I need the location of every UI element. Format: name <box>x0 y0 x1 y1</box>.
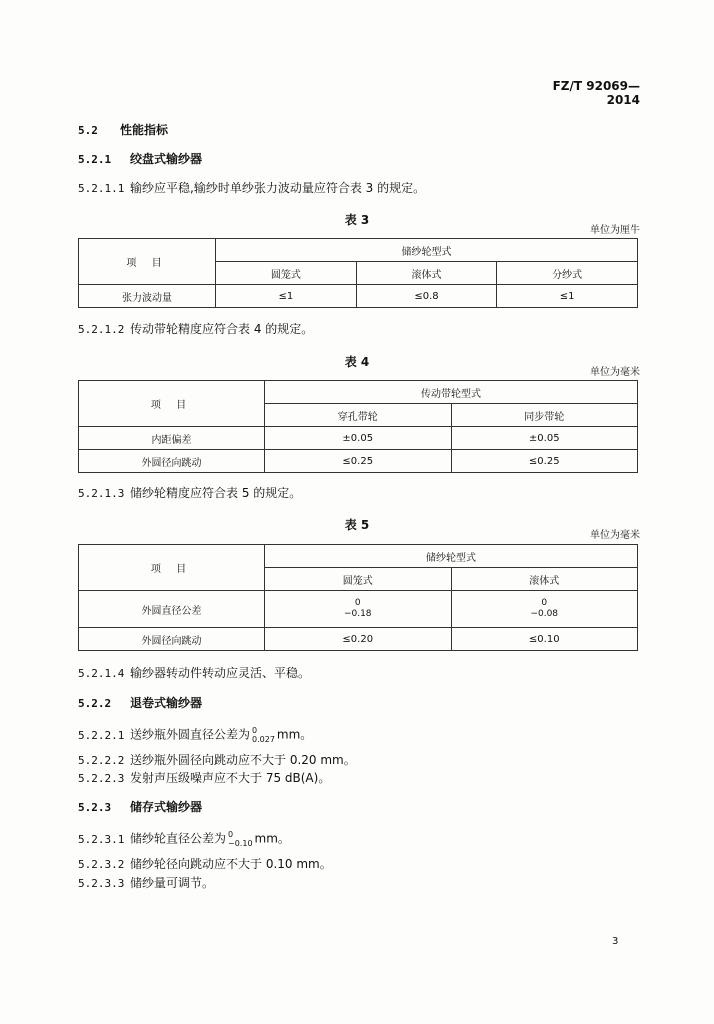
clause-5-2-2-1 <box>78 726 312 744</box>
clause-text: 发射声压级噪声应不大于 75 dB(A)。 <box>130 771 331 785</box>
heading-5-2-1 <box>78 151 202 168</box>
document-id: FZ/T 92069—2014 <box>552 79 640 107</box>
table-cell: ≤0.25 <box>265 450 452 473</box>
clause-5-2-1-3 <box>78 485 301 502</box>
clause-text: 输纱应平稳,输纱时单纱张力波动量应符合表 3 的规定。 <box>130 181 426 195</box>
clause-number: 5.2.2.2 <box>78 754 125 767</box>
table-cell: ≤0.25 <box>451 450 638 473</box>
table-header-cell: 滚体式 <box>356 262 497 285</box>
table-cell: ±0.05 <box>265 427 452 450</box>
tolerance <box>252 726 275 744</box>
clause-number: 5.2.2.3 <box>78 772 125 785</box>
heading-number: 5.2.3 <box>78 801 112 814</box>
table-5 <box>78 544 638 651</box>
table-header-cell: 圆笼式 <box>265 568 452 591</box>
page-number: 3 <box>612 936 619 947</box>
clause-number: 5.2.1.3 <box>78 487 125 500</box>
clause-text: 储纱轮直径公差为 <box>130 831 227 846</box>
table-header-item: 项 目 <box>79 545 265 591</box>
heading-title: 储存式输纱器 <box>130 800 203 814</box>
table-3-unit: 单位为厘牛 <box>590 225 640 236</box>
clause-5-2-3-3 <box>78 875 214 892</box>
table-header-cell: 穿孔带轮 <box>265 404 452 427</box>
row-label: 内距偏差 <box>79 427 265 450</box>
table-row <box>79 591 638 628</box>
table-5-unit: 单位为毫米 <box>590 530 640 541</box>
heading-number: 5.2.1 <box>78 153 112 166</box>
clause-5-2-3-1 <box>78 830 290 848</box>
table-row <box>79 285 638 308</box>
table-cell: ≤0.10 <box>451 628 638 651</box>
table-cell: ≤1 <box>216 285 357 308</box>
tolerance-lower: −0.18 <box>343 609 372 619</box>
tolerance <box>228 830 253 848</box>
row-label: 外圆径向跳动 <box>79 450 265 473</box>
clause-unit: mm。 <box>276 727 313 742</box>
table-header-group: 储纱轮型式 <box>216 239 638 262</box>
row-label: 张力波动量 <box>79 285 216 308</box>
tolerance-upper: 0 <box>228 830 234 839</box>
tolerance-upper: 0 <box>354 598 361 608</box>
table-cell: ≤0.20 <box>265 628 452 651</box>
tolerance <box>530 598 558 620</box>
heading-number: 5.2 <box>78 124 98 137</box>
table-cell <box>451 591 638 628</box>
clause-5-2-1-4 <box>78 665 310 682</box>
row-label: 外圆径向跳动 <box>79 628 265 651</box>
clause-number: 5.2.3.1 <box>78 832 125 846</box>
tolerance-lower: 0.027 <box>252 735 275 744</box>
clause-number: 5.2.3.2 <box>78 858 125 871</box>
heading-title: 退卷式输纱器 <box>130 696 203 710</box>
table-row <box>79 628 638 651</box>
heading-title: 绞盘式输纱器 <box>130 152 203 166</box>
table-header-item: 项 目 <box>79 381 265 427</box>
table-header-cell: 同步带轮 <box>451 404 638 427</box>
table-row <box>79 450 638 473</box>
heading-number: 5.2.2 <box>78 697 112 710</box>
tolerance-lower: −0.10 <box>228 839 253 848</box>
table-3 <box>78 238 638 308</box>
tolerance-upper: 0 <box>252 726 258 735</box>
table-row <box>79 427 638 450</box>
clause-5-2-3-2 <box>78 856 332 873</box>
tolerance <box>344 598 372 620</box>
table-header-group: 传动带轮型式 <box>265 381 638 404</box>
clause-text: 送纱瓶外圆直径公差为 <box>130 727 251 742</box>
heading-title: 性能指标 <box>120 123 169 137</box>
clause-number: 5.2.1.2 <box>78 323 125 336</box>
clause-text: 输纱器转动件转动应灵活、平稳。 <box>130 666 311 680</box>
table-3-caption: 表 3 <box>344 213 370 227</box>
table-4 <box>78 380 638 473</box>
table-header-group: 储纱轮型式 <box>265 545 638 568</box>
table-header-item: 项 目 <box>79 239 216 285</box>
clause-5-2-1-1 <box>78 180 425 197</box>
clause-number: 5.2.2.1 <box>78 728 125 742</box>
table-cell: ±0.05 <box>451 427 638 450</box>
table-4-unit: 单位为毫米 <box>590 367 640 378</box>
tolerance-lower: −0.08 <box>530 609 559 619</box>
clause-5-2-1-2 <box>78 321 313 338</box>
clause-number: 5.2.3.3 <box>78 877 125 890</box>
heading-5-2 <box>78 122 168 139</box>
clause-5-2-2-2 <box>78 752 356 769</box>
table-header-cell: 圆笼式 <box>216 262 357 285</box>
table-cell: ≤0.8 <box>356 285 497 308</box>
table-header-cell: 分纱式 <box>497 262 638 285</box>
table-cell: ≤1 <box>497 285 638 308</box>
clause-5-2-2-3 <box>78 770 330 787</box>
clause-number: 5.2.1.4 <box>78 667 125 680</box>
clause-unit: mm。 <box>254 831 290 846</box>
table-cell <box>265 591 452 628</box>
table-header-cell: 滚体式 <box>451 568 638 591</box>
clause-number: 5.2.1.1 <box>78 182 125 195</box>
tolerance-upper: 0 <box>541 598 548 608</box>
clause-text: 储纱轮径向跳动应不大于 0.10 mm。 <box>130 857 332 871</box>
clause-text: 储纱轮精度应符合表 5 的规定。 <box>130 486 302 500</box>
clause-text: 送纱瓶外圆径向跳动应不大于 0.20 mm。 <box>130 753 356 767</box>
clause-text: 传动带轮精度应符合表 4 的规定。 <box>130 322 314 336</box>
heading-5-2-3 <box>78 799 202 816</box>
heading-5-2-2 <box>78 695 202 712</box>
clause-text: 储纱量可调节。 <box>130 876 215 890</box>
row-label: 外圆直径公差 <box>79 591 265 628</box>
table-5-caption: 表 5 <box>344 518 370 532</box>
table-4-caption: 表 4 <box>344 355 370 369</box>
